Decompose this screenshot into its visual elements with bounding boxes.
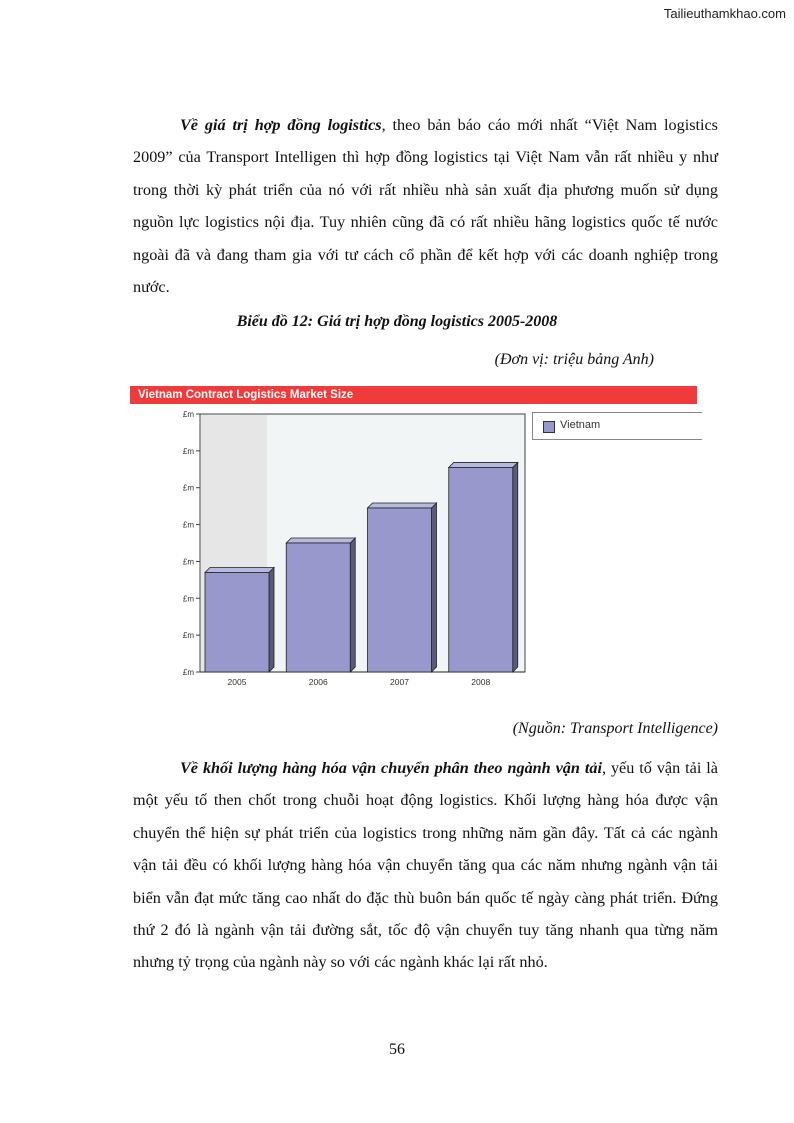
bar-top: [286, 538, 355, 543]
paragraph-lead: Về khối lượng hàng hóa vận chuyển phân theo ngành vận tải: [180, 759, 602, 777]
paragraph-freight-volume: [133, 752, 718, 979]
figure-caption: Biểu đồ 12: Giá trị hợp đồng logistics 2005-2008: [236, 313, 558, 330]
watermark: Tailieuthamkhao.com: [663, 6, 786, 21]
figure-unit: (Đơn vị: triệu bảng Anh): [494, 351, 654, 368]
bar-top: [368, 503, 437, 508]
bar-side: [350, 538, 355, 672]
bar-chart: [130, 386, 697, 692]
legend-swatch: [543, 421, 555, 433]
chart-plot: [130, 386, 530, 692]
bar-side: [432, 503, 437, 672]
bar-side: [513, 462, 518, 672]
legend-label: Vietnam: [560, 419, 601, 431]
bar: [449, 467, 513, 672]
x-tick-label: 2007: [390, 677, 409, 687]
y-tick-label: £m: [182, 483, 194, 493]
figure-source: (Nguồn: Transport Intelligence): [512, 720, 718, 737]
paragraph-text: , theo bản báo cáo mới nhất “Việt Nam logistics 2009” của Transport Intelligen thì hợp đồng logistics tại Việt Nam vẫn rất nhiều y như trong thời kỳ phát triển của nó với rất nhiều nhà sản xuất địa phương muốn sử dụng nguồn lực logistics nội địa. Tuy nhiên cũng đã có rất nhiều hãng logistics quốc tế nước ngoài đã và đang tham gia với tư cách cổ phần để kết hợp với các doanh nghiệp trong nước.: [133, 116, 718, 297]
chart-legend: [532, 412, 702, 440]
y-tick-label: £m: [182, 668, 194, 677]
y-tick-label: £m: [182, 410, 194, 419]
x-tick-label: 2008: [471, 677, 491, 687]
chart-title: Vietnam Contract Logistics Market Size: [130, 386, 697, 404]
bar-top: [205, 567, 274, 572]
bar: [286, 543, 350, 672]
x-tick-label: 2006: [308, 677, 328, 687]
page-number: 56: [389, 1041, 405, 1058]
bar-side: [269, 567, 274, 672]
paragraph-text: , yếu tố vận tải là một yếu tố then chốt trong chuỗi hoạt động logistics. Khối lượng hàng hóa được vận chuyển thể hiện sự phát triển của logistics trong những năm gần đây. Tất cả các ngành vận tải đều có khối lượng hàng hóa vận chuyển tăng qua các năm nhưng ngành vận tải biển vẫn đạt mức tăng cao nhất do đặc thù buôn bán quốc tế ngày càng phát triển. Đứng thứ 2 đó là ngành vận tải đường sắt, tốc độ vận chuyển tuy tăng nhanh qua từng năm nhưng tỷ trọng của ngành này so với các ngành khác lại rất nhỏ.: [133, 759, 718, 972]
x-tick-label: 2005: [227, 677, 247, 687]
y-tick-label: £m: [182, 557, 194, 567]
y-tick-label: £m: [182, 520, 194, 530]
bar-top: [449, 462, 518, 467]
bar: [205, 572, 269, 672]
y-tick-label: £m: [182, 446, 194, 456]
paragraph-contract-value: [133, 109, 718, 303]
y-tick-label: £m: [182, 631, 194, 641]
bar: [368, 508, 432, 672]
paragraph-lead: Về giá trị hợp đồng logistics: [180, 116, 382, 134]
y-tick-label: £m: [182, 594, 194, 604]
